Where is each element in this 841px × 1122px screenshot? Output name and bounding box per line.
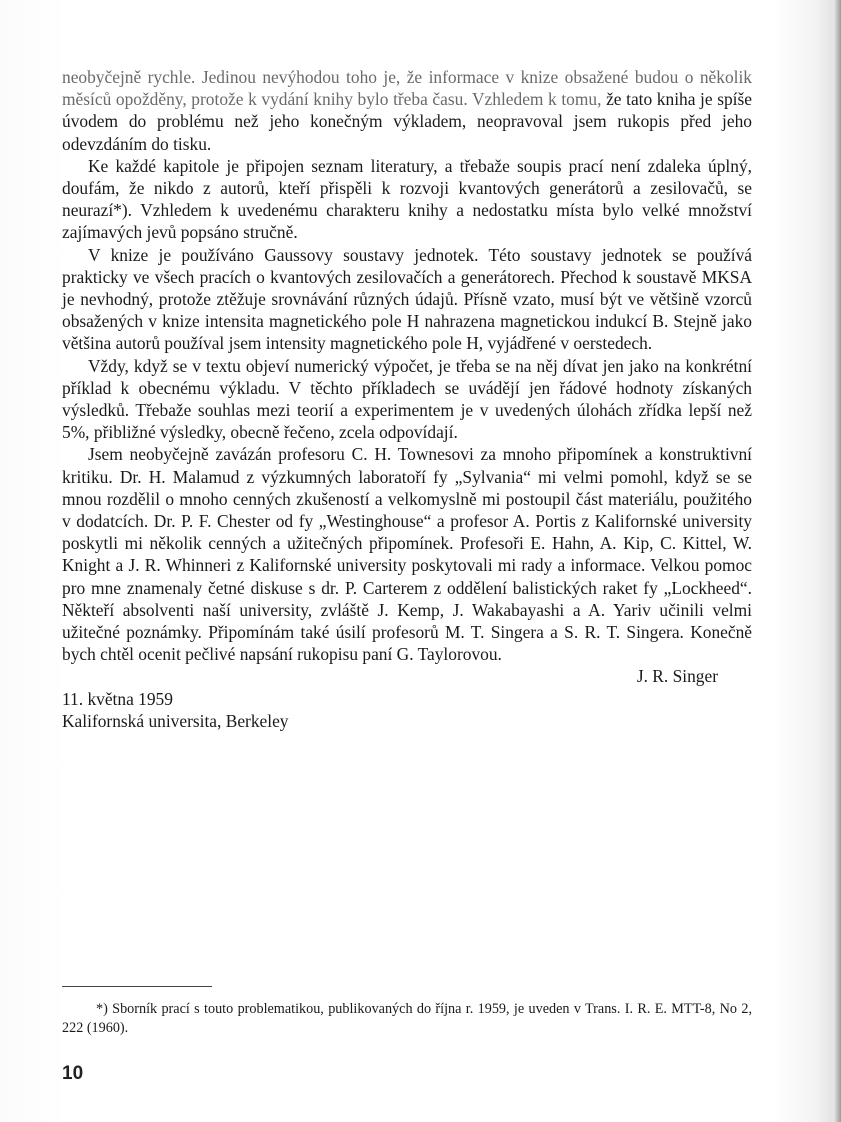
intro-paragraph [62,66,752,155]
intro-text: že tato kniha je spíše úvodem do problému než jeho konečným výkladem, neopravoval jsem rukopis před jeho odevzdáním do tisku. [62,89,752,154]
place-line: Kalifornská universita, Berkeley [62,710,289,731]
book-spine-shadow [833,0,841,1122]
paragraph-literature: Ke každé kapitole je připojen seznam literatury, a třebaže soupis prací není zdaleka úplný, doufám, že nikdo z autorů, kteří přispěli k rozvoji kvantových generátorů a zesilovačů, se neurazí*). Vzhledem k uvedenému charakteru knihy a nedostatku místa bylo velké množství zajímavých jevů popsáno stručně. [62,155,752,243]
date-line: 11. května 1959 [62,688,173,709]
page-number: 10 [62,1063,84,1084]
footnote: *) Sborník prací s touto problematikou, publikovaných do října r. 1959, je uveden v Trans. I. R. E. MTT-8, No 2, 222 (1960). [62,1001,752,1036]
footnote-divider [62,986,212,987]
faded-print-text: neobyčejně rychle. Jedinou nevýhodou toho je, že informace v knize obsažené budou o několik měsíců opožděny, protože k vydání knihy bylo třeba času. Vzhledem k tomu, [62,67,752,110]
main-text [62,66,752,732]
paragraph-units: V knize je používáno Gaussovy soustavy jednotek. Této soustavy jednotek se používá prakticky ve všech pracích o kvantových zesilovačích a generátorech. Přechod k soustavě MKSA je nevhodný, protože ztěžuje srovnávání různých údajů. Přísně vzato, musí být ve většině vzorců obsažených v knize intensita magnetického pole H nahrazena magnetickou indukcí B. Stejně jako většina autorů používal jsem intensity magnetického pole H, vyjádřené v oerstedech. [62,244,752,354]
paragraph-numerics: Vždy, když se v textu objeví numerický výpočet, je třeba se na něj dívat jen jako na konkrétní příklad k obecnému výkladu. V těchto příkladech se uvádějí jen řádové hodnoty získaných výsledků. Třebaže souhlas mezi teorií a experimentem je v uvedených úlohách zřídka lepší než 5%, přibližné výsledky, obecně řečeno, zcela odpovídají. [62,355,752,443]
paragraph-acknowledgements: Jsem neobyčejně zavázán profesoru C. H. Townesovi za mnoho připomínek a konstruktivní kritiku. Dr. H. Malamud z výzkumných laboratoří fy „Sylvania“ mi velmi pomohl, když se se mnou rozdělil o mnoho cenných zkušeností a velkomyslně mi postoupil část materiálu, použitého v dodatcích. Dr. P. F. Chester od fy „Westinghouse“ a profesor A. Portis z Kalifornské university poskytli mi několik cenných a užitečných připomínek. Profesoři E. Hahn, A. Kip, C. Kittel, W. Knight a J. R. Whinneri z Kalifornské university poskytovali mi rady a informace. Velkou pomoc pro mne znamenaly četné diskuse s dr. P. Carterem z oddělení balistických raket fy „Lockheed“. Někteří absolventi naší university, zvláště J. Kemp, J. Wakabayashi a A. Yariv učinili velmi užitečné poznámky. Připomínám také úsilí profesorů M. T. Singera a S. R. T. Singera. Konečně bych chtěl ocenit pečlivé napsání rukopisu paní G. Taylorovou. [62,444,752,665]
author-signature: J. R. Singer [636,666,718,687]
